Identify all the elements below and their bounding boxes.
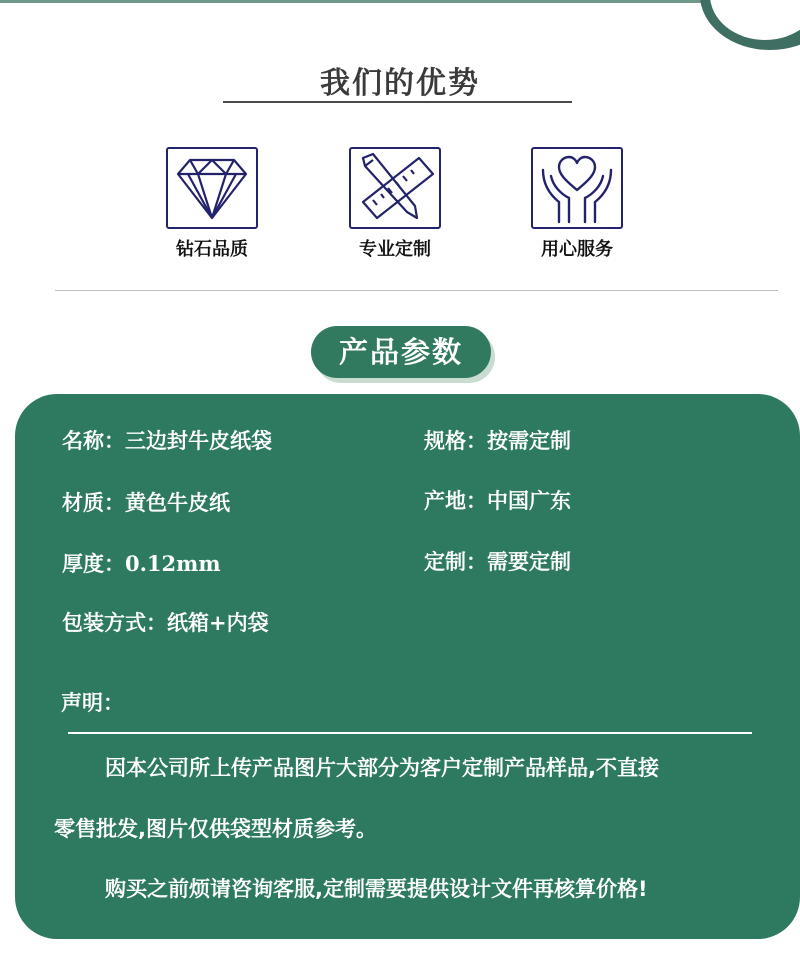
advantage-label: 用心服务 xyxy=(541,239,613,260)
advantage-item-quality xyxy=(166,147,258,260)
advantage-item-service xyxy=(531,147,623,260)
param-name: 名称：三边封牛皮纸袋 xyxy=(62,429,272,453)
diamond-icon xyxy=(166,147,258,229)
param-spec: 规格：按需定制 xyxy=(424,429,571,453)
advantage-label: 钻石品质 xyxy=(176,239,248,260)
advantages-underline xyxy=(223,101,572,103)
param-packing: 包装方式：纸箱+内袋 xyxy=(62,611,269,635)
advantage-item-custom xyxy=(349,147,441,260)
notice-line-2: 零售批发,图片仅供袋型材质参考。 xyxy=(54,817,377,841)
param-custom: 定制：需要定制 xyxy=(424,550,571,574)
section-divider xyxy=(55,290,778,291)
param-material: 材质：黄色牛皮纸 xyxy=(62,491,230,515)
params-title: 产品参数 xyxy=(338,335,463,369)
notice-line-3: 购买之前烦请咨询客服,定制需要提供设计文件再核算价格! xyxy=(105,877,648,901)
top-accent-bar xyxy=(0,0,800,3)
params-card xyxy=(15,394,800,939)
params-title-badge xyxy=(311,326,491,378)
param-thickness: 厚度：0.12mm xyxy=(62,551,221,576)
param-origin: 产地：中国广东 xyxy=(424,489,571,513)
ruler-pencil-icon xyxy=(349,147,441,229)
notice-title: 声明： xyxy=(61,691,124,715)
notice-underline xyxy=(68,732,752,734)
advantages-title: 我们的优势 xyxy=(320,66,480,101)
heart-hands-icon xyxy=(531,147,623,229)
notice-line-1: 因本公司所上传产品图片大部分为客户定制产品样品,不直接 xyxy=(105,756,659,780)
advantage-label: 专业定制 xyxy=(359,239,431,260)
